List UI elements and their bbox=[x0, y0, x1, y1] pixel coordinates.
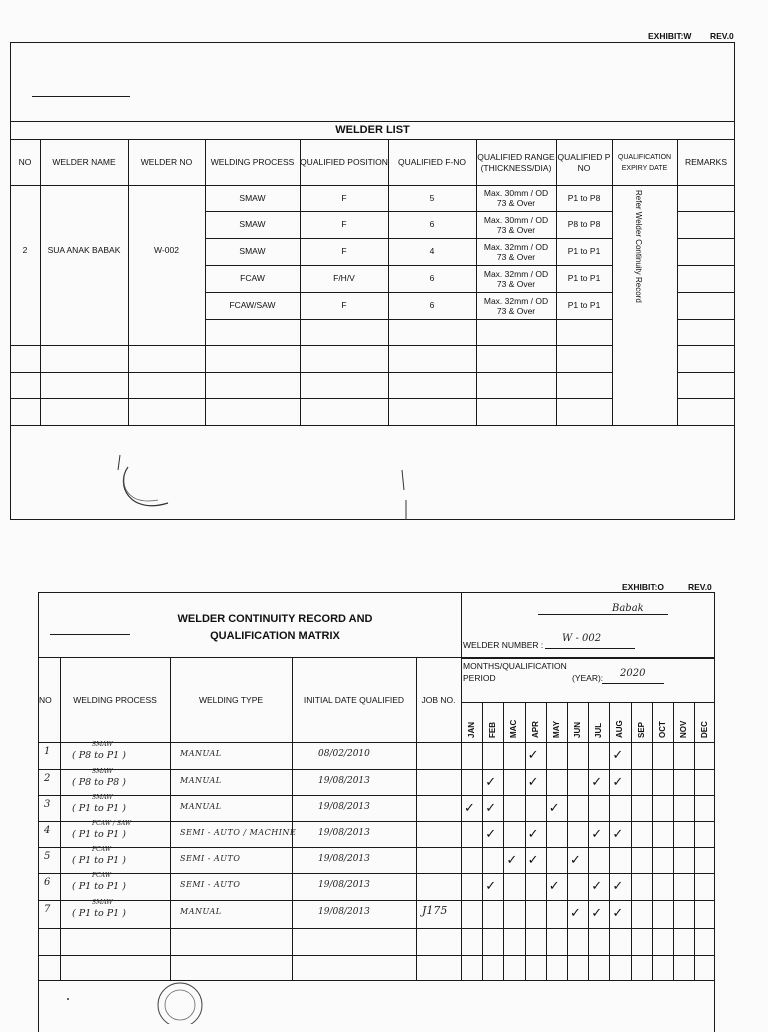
check-mark: ✓ bbox=[464, 800, 475, 815]
check-mark: ✓ bbox=[570, 852, 581, 867]
date-qualified: 19/08/2013 bbox=[318, 854, 370, 864]
bottom-header-1: NO bbox=[39, 694, 52, 705]
bottom-header-4: INITIAL DATE QUALIFIED bbox=[303, 694, 405, 705]
process-cell: FCAW bbox=[240, 273, 265, 283]
welder-list-title: WELDER LIST bbox=[335, 124, 410, 136]
process-note: FCAW bbox=[92, 872, 112, 879]
welder-id-cell: W-002 bbox=[154, 245, 179, 255]
date-qualified: 19/08/2013 bbox=[318, 880, 370, 890]
process-cell: FCAW/SAW bbox=[229, 300, 276, 310]
pno-cell: P8 to P8 bbox=[567, 219, 601, 229]
range-cell: Max. 32mm / OD 73 & Over bbox=[483, 268, 549, 289]
row-number: 2 bbox=[44, 773, 51, 784]
check-mark: ✓ bbox=[612, 747, 624, 762]
position-cell: F bbox=[341, 192, 347, 203]
process-range: ( P1 to P1 ) bbox=[72, 803, 126, 814]
top-rev: REV.0 bbox=[710, 31, 734, 41]
pno-cell: P1 to P1 bbox=[567, 300, 601, 310]
header-5: QUALIFIED POSITION bbox=[300, 157, 388, 167]
row-number: 7 bbox=[44, 904, 51, 915]
process-note: SMAW bbox=[92, 794, 113, 801]
month-aug: AUG bbox=[615, 720, 625, 738]
row-number: 3 bbox=[44, 799, 51, 810]
fno-cell: 5 bbox=[429, 192, 435, 203]
month-jun: JUN bbox=[573, 721, 582, 738]
pno-cell: P1 to P1 bbox=[567, 246, 601, 256]
month-dec: DEC bbox=[700, 721, 710, 738]
check-mark: ✓ bbox=[591, 878, 603, 893]
header-4: WELDING PROCESS bbox=[210, 157, 295, 167]
date-qualified: 19/08/2013 bbox=[318, 802, 370, 812]
pno-cell: P1 to P1 bbox=[567, 273, 601, 283]
date-qualified: 19/08/2013 bbox=[318, 776, 370, 786]
row-number: 5 bbox=[44, 851, 51, 862]
row-number: 4 bbox=[44, 825, 51, 836]
year-value: 2020 bbox=[620, 668, 646, 679]
fno-cell: 6 bbox=[429, 273, 435, 283]
pno-cell: P1 to P8 bbox=[567, 192, 601, 203]
process-note: SMAW bbox=[92, 741, 113, 748]
month-mac: MAC bbox=[509, 719, 519, 738]
process-note: FCAW / SAW bbox=[92, 820, 132, 827]
stamp-marks-bottom bbox=[60, 975, 220, 1024]
month-oct: OCT bbox=[657, 721, 667, 738]
job-number: J175 bbox=[422, 904, 448, 917]
check-mark: ✓ bbox=[612, 878, 624, 893]
month-jan: JAN bbox=[467, 721, 476, 738]
welding-type: SEMI - AUTO bbox=[180, 854, 241, 863]
welding-type: MANUAL bbox=[180, 776, 222, 785]
logo-underline-bottom bbox=[50, 634, 130, 635]
welder-number-value: W - 002 bbox=[562, 633, 602, 644]
check-mark: ✓ bbox=[485, 800, 497, 815]
continuity-title-line1: WELDER CONTINUITY RECORD AND bbox=[177, 613, 373, 625]
month-jul: JUL bbox=[594, 722, 604, 738]
process-cell: SMAW bbox=[239, 246, 266, 256]
header-3: WELDER NO bbox=[140, 157, 193, 167]
process-range: ( P1 to P1 ) bbox=[72, 855, 126, 866]
welding-type: SEMI - AUTO / MACHINE bbox=[180, 828, 297, 837]
process-range: ( P1 to P1 ) bbox=[72, 908, 126, 919]
check-mark: ✓ bbox=[591, 826, 603, 841]
process-cell: SMAW bbox=[239, 219, 266, 229]
check-mark: ✓ bbox=[612, 826, 624, 841]
bottom-rev: REV.0 bbox=[688, 582, 712, 592]
process-range: ( P1 to P1 ) bbox=[72, 881, 126, 892]
date-qualified: 19/08/2013 bbox=[318, 828, 370, 838]
bottom-exhibit: EXHIBIT:O bbox=[622, 582, 665, 592]
header-10: REMARKS bbox=[684, 157, 728, 167]
check-mark: ✓ bbox=[548, 800, 560, 815]
bottom-header-2: WELDING PROCESS bbox=[73, 694, 157, 705]
position-cell: F bbox=[341, 246, 347, 256]
range-cell: Max. 32mm / OD 73 & Over bbox=[483, 241, 549, 262]
check-mark: ✓ bbox=[506, 852, 518, 867]
bottom-header-5: JOB NO. bbox=[421, 694, 456, 705]
header-7: QUALIFIED RANGE (THICKNESS/DIA) bbox=[477, 151, 555, 173]
welder-name-cell: SUA ANAK BABAK bbox=[47, 245, 121, 255]
row-number: 1 bbox=[44, 746, 51, 757]
month-sep: SEP bbox=[636, 721, 646, 738]
range-cell: Max. 30mm / OD 73 & Over bbox=[483, 188, 549, 208]
welding-type: MANUAL bbox=[180, 907, 222, 916]
year-label: (YEAR): bbox=[572, 673, 604, 683]
top-exhibit: EXHIBIT:W bbox=[648, 31, 692, 41]
range-cell: Max. 32mm / OD 73 & Over bbox=[483, 295, 549, 316]
fno-cell: 6 bbox=[429, 300, 435, 310]
header-9: QUALIFICATION EXPIRY DATE bbox=[617, 153, 672, 172]
header-1: NO bbox=[18, 157, 32, 167]
fno-cell: 4 bbox=[429, 246, 435, 256]
check-mark: ✓ bbox=[485, 826, 497, 841]
process-note: SMAW bbox=[92, 768, 113, 775]
check-mark: ✓ bbox=[591, 905, 603, 920]
header-6: QUALIFIED F-NO bbox=[397, 157, 466, 167]
check-mark: ✓ bbox=[612, 774, 624, 789]
process-cell: SMAW bbox=[239, 192, 266, 203]
check-mark: ✓ bbox=[527, 826, 539, 841]
check-mark: ✓ bbox=[591, 774, 603, 789]
date-qualified: 19/08/2013 bbox=[318, 907, 370, 917]
logo-underline bbox=[32, 96, 130, 97]
welder-name-handwritten: Babak bbox=[612, 603, 644, 614]
header-2: WELDER NAME bbox=[52, 157, 116, 167]
month-nov: NOV bbox=[679, 720, 688, 738]
welding-type: SEMI - AUTO bbox=[180, 880, 241, 889]
row-number: 6 bbox=[44, 877, 51, 888]
process-note: SMAW bbox=[92, 899, 113, 906]
check-mark: ✓ bbox=[612, 905, 624, 920]
position-cell: F bbox=[341, 300, 347, 310]
stamp-marks-top bbox=[100, 445, 430, 525]
process-range: ( P8 to P8 ) bbox=[72, 777, 126, 788]
position-cell: F/H/V bbox=[333, 273, 355, 283]
period-label: MONTHS/QUALIFICATION PERIOD bbox=[463, 661, 567, 683]
check-mark: ✓ bbox=[485, 878, 497, 893]
process-note: FCAW bbox=[92, 846, 112, 853]
check-mark: ✓ bbox=[527, 852, 539, 867]
continuity-title-line2: QUALIFICATION MATRIX bbox=[210, 630, 340, 642]
welding-type: MANUAL bbox=[180, 802, 222, 811]
date-qualified: 08/02/2010 bbox=[318, 749, 370, 759]
range-cell: Max. 30mm / OD 73 & Over bbox=[483, 214, 549, 235]
month-may: MAY bbox=[551, 720, 561, 738]
check-mark: ✓ bbox=[527, 747, 539, 762]
welder-number-label: WELDER NUMBER : bbox=[463, 640, 544, 650]
fno-cell: 6 bbox=[429, 219, 435, 229]
expiry-note: Refer Welder Continuity Record bbox=[634, 190, 643, 303]
process-range: ( P8 to P1 ) bbox=[72, 750, 126, 761]
month-apr: APR bbox=[530, 721, 540, 738]
check-mark: ✓ bbox=[527, 774, 539, 789]
welding-type: MANUAL bbox=[180, 749, 222, 758]
check-mark: ✓ bbox=[548, 878, 560, 893]
process-range: ( P1 to P1 ) bbox=[72, 829, 126, 840]
check-mark: ✓ bbox=[570, 905, 581, 920]
check-mark: ✓ bbox=[485, 774, 497, 789]
bottom-header-3: WELDING TYPE bbox=[198, 694, 264, 705]
welder-number-cell: 2 bbox=[22, 245, 28, 255]
position-cell: F bbox=[341, 219, 347, 229]
header-8: QUALIFIED P NO bbox=[557, 151, 611, 173]
month-feb: FEB bbox=[488, 722, 498, 738]
